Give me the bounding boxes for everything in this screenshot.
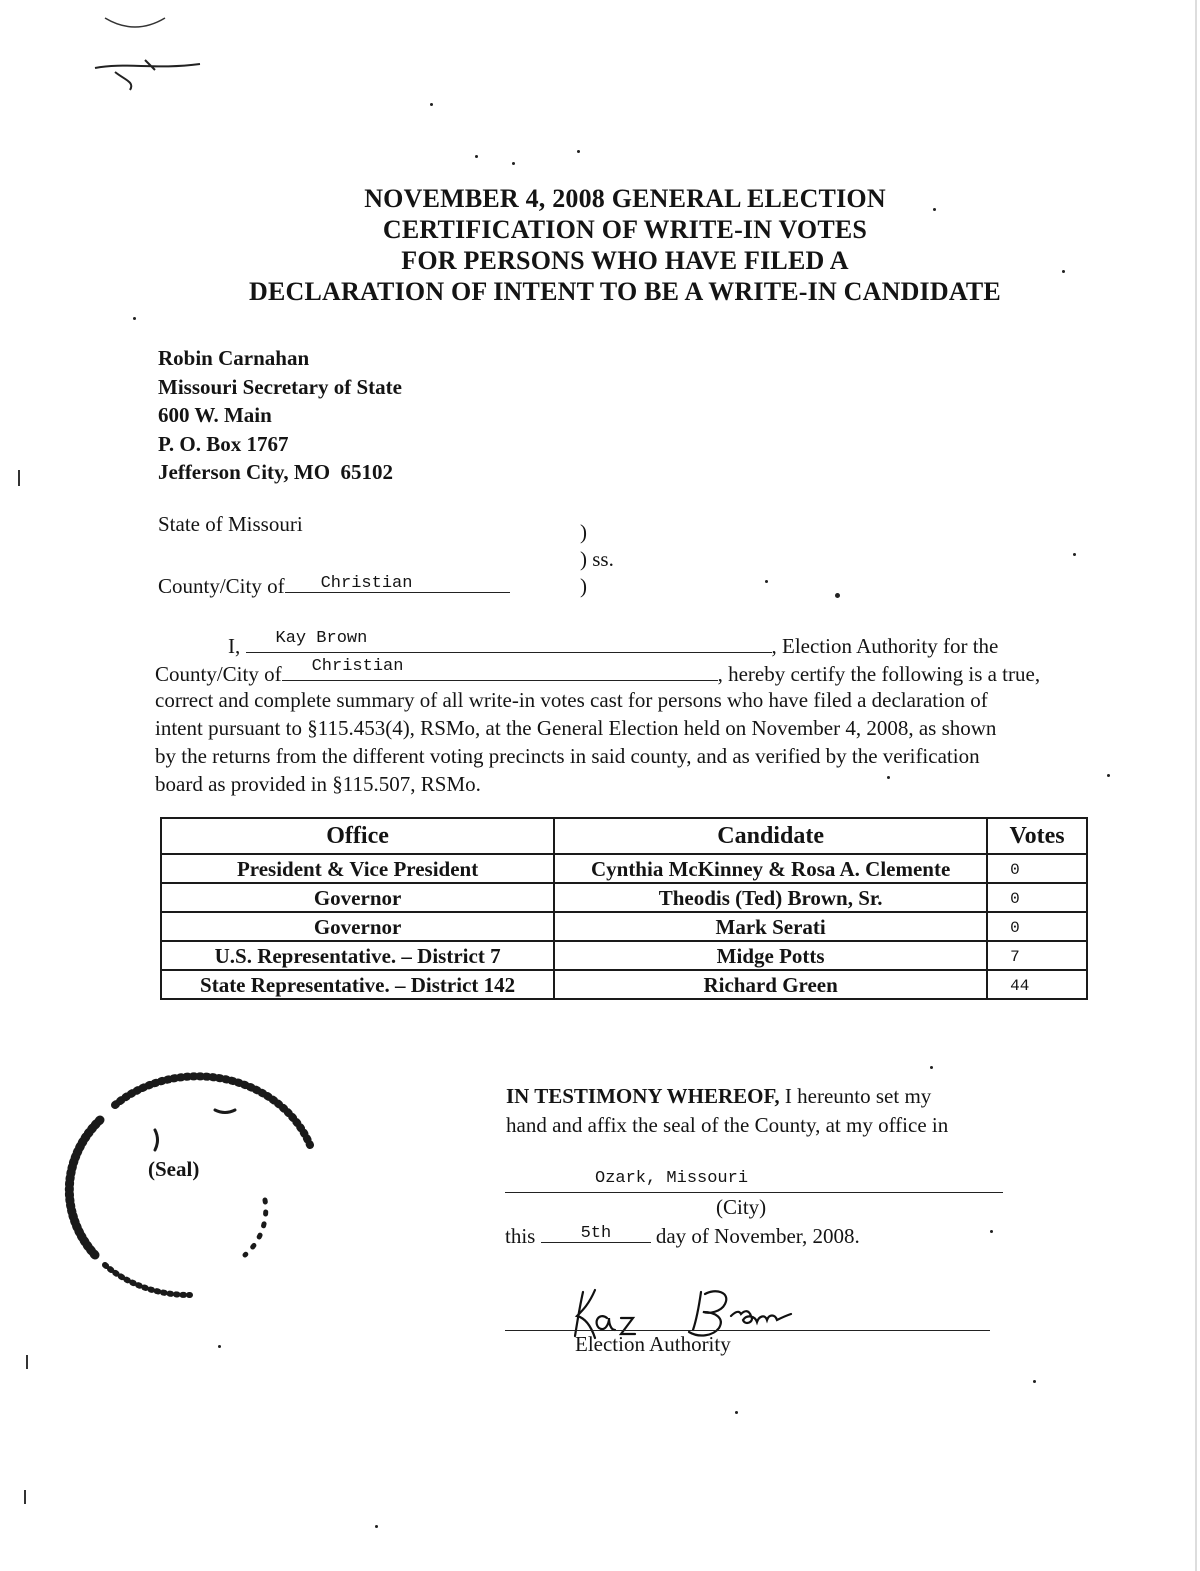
venue-county-line bbox=[158, 568, 510, 599]
cert-after-name: , Election Authority for the bbox=[771, 634, 999, 658]
day-line bbox=[505, 1220, 860, 1249]
scan-speck bbox=[512, 162, 515, 165]
address-po-box: P. O. Box 1767 bbox=[158, 431, 289, 456]
candidate-cell: Midge Potts bbox=[554, 941, 987, 970]
testimony-line1-rest: I hereunto set my bbox=[779, 1084, 932, 1108]
table-row bbox=[161, 854, 1087, 883]
venue-county-field bbox=[285, 568, 510, 593]
votes-cell: 0 bbox=[987, 883, 1087, 912]
document-title bbox=[160, 183, 1090, 307]
candidate-cell: Richard Green bbox=[554, 970, 987, 999]
scan-speck bbox=[133, 317, 136, 320]
recipient-address bbox=[158, 344, 402, 487]
testimony-line-2: hand and affix the seal of the County, at my office in bbox=[506, 1113, 949, 1137]
votes-cell: 0 bbox=[987, 854, 1087, 883]
title-line-3: FOR PERSONS WHO HAVE FILED A bbox=[401, 246, 849, 275]
city-field bbox=[505, 1168, 1003, 1193]
table-row bbox=[161, 970, 1087, 999]
cert-line-2 bbox=[155, 658, 1085, 686]
scan-edge-mark bbox=[24, 1490, 26, 1504]
scan-edge-mark bbox=[18, 470, 20, 486]
testimony-block bbox=[506, 1082, 948, 1140]
candidate-cell: Cynthia McKinney & Rosa A. Clemente bbox=[554, 854, 987, 883]
table-row bbox=[161, 912, 1087, 941]
address-office: Missouri Secretary of State bbox=[158, 374, 402, 399]
venue-paren-ss: ) ss. bbox=[580, 547, 614, 571]
votes-cell: 7 bbox=[987, 941, 1087, 970]
cert-line-5: by the returns from the different voting precincts in said county, and as verified by the verification bbox=[155, 744, 980, 768]
venue-paren-3: ) bbox=[580, 574, 587, 598]
scan-speck bbox=[990, 1230, 993, 1233]
scan-speck bbox=[430, 103, 433, 106]
scan-speck bbox=[930, 1066, 933, 1069]
header-votes: Votes bbox=[987, 818, 1087, 854]
table-row bbox=[161, 883, 1087, 912]
table-row bbox=[161, 941, 1087, 970]
venue-state-label: State of Missouri bbox=[158, 512, 303, 536]
scan-speck bbox=[1073, 553, 1076, 556]
candidate-cell: Theodis (Ted) Brown, Sr. bbox=[554, 883, 987, 912]
seal-label: (Seal) bbox=[148, 1157, 200, 1181]
authority-name-value: Kay Brown bbox=[275, 629, 368, 648]
office-cell: Governor bbox=[161, 912, 554, 941]
venue-county-label: County/City of bbox=[158, 574, 285, 598]
votes-cell: 44 bbox=[987, 970, 1087, 999]
day-this-label: this bbox=[505, 1224, 536, 1248]
testimony-lead: IN TESTIMONY WHEREOF, bbox=[506, 1084, 780, 1108]
scan-speck bbox=[735, 1411, 738, 1414]
scan-speck bbox=[765, 580, 768, 583]
candidate-cell: Mark Serati bbox=[554, 912, 987, 941]
day-value: 5th bbox=[580, 1224, 612, 1243]
cert-line-6: board as provided in §115.507, RSMo. bbox=[155, 772, 481, 796]
venue-county-value: Christian bbox=[320, 574, 413, 593]
scan-speck bbox=[375, 1525, 378, 1528]
venue-paren-1: ) bbox=[580, 520, 587, 544]
office-cell: U.S. Representative. – District 7 bbox=[161, 941, 554, 970]
cert-line-4: intent pursuant to §115.453(4), RSMo, at the General Election held on November 4, 2008, as shown bbox=[155, 716, 997, 740]
scan-edge-line bbox=[1195, 0, 1197, 1571]
table-header-row bbox=[161, 818, 1087, 854]
testimony-line-1 bbox=[506, 1082, 948, 1111]
day-field bbox=[541, 1220, 651, 1243]
office-cell: State Representative. – District 142 bbox=[161, 970, 554, 999]
corner-scribble-mark bbox=[85, 0, 225, 100]
header-office: Office bbox=[161, 818, 554, 854]
city-caption: (City) bbox=[716, 1195, 767, 1219]
cert-county-label: County/City of bbox=[155, 662, 282, 686]
authority-name-field bbox=[246, 630, 772, 653]
cert-county-field bbox=[282, 658, 718, 681]
scan-speck bbox=[218, 1345, 221, 1348]
title-line-1: NOVEMBER 4, 2008 GENERAL ELECTION bbox=[364, 184, 886, 213]
handwritten-signature bbox=[555, 1280, 825, 1340]
office-cell: Governor bbox=[161, 883, 554, 912]
scan-speck bbox=[1107, 774, 1110, 777]
address-city-state-zip: Jefferson City, MO 65102 bbox=[158, 460, 394, 484]
write-in-votes-table bbox=[160, 817, 1088, 1000]
cert-after-county: , hereby certify the following is a true, bbox=[717, 662, 1041, 686]
title-line-4: DECLARATION OF INTENT TO BE A WRITE-IN CANDIDATE bbox=[249, 277, 1001, 306]
scan-speck bbox=[835, 593, 840, 598]
scan-speck bbox=[475, 155, 478, 158]
address-name: Robin Carnahan bbox=[158, 346, 310, 370]
city-value: Ozark, Missouri bbox=[595, 1169, 749, 1188]
cert-county-value: Christian bbox=[311, 657, 404, 676]
title-line-2: CERTIFICATION OF WRITE-IN VOTES bbox=[382, 215, 868, 244]
votes-cell: 0 bbox=[987, 912, 1087, 941]
signature-line bbox=[505, 1330, 990, 1331]
certification-paragraph bbox=[155, 630, 1085, 798]
scan-speck bbox=[1033, 1380, 1036, 1383]
scan-speck bbox=[577, 150, 580, 153]
scan-edge-mark bbox=[26, 1355, 28, 1369]
cert-line-3: correct and complete summary of all write-in votes cast for persons who have filed a declaration of bbox=[155, 688, 988, 712]
office-cell: President & Vice President bbox=[161, 854, 554, 883]
day-suffix: day of November, 2008. bbox=[655, 1224, 860, 1248]
address-street: 600 W. Main bbox=[158, 403, 272, 427]
signature-caption: Election Authority bbox=[575, 1332, 731, 1356]
cert-i-label: I, bbox=[228, 634, 241, 658]
cert-line-1 bbox=[155, 630, 1085, 658]
header-candidate: Candidate bbox=[554, 818, 987, 854]
